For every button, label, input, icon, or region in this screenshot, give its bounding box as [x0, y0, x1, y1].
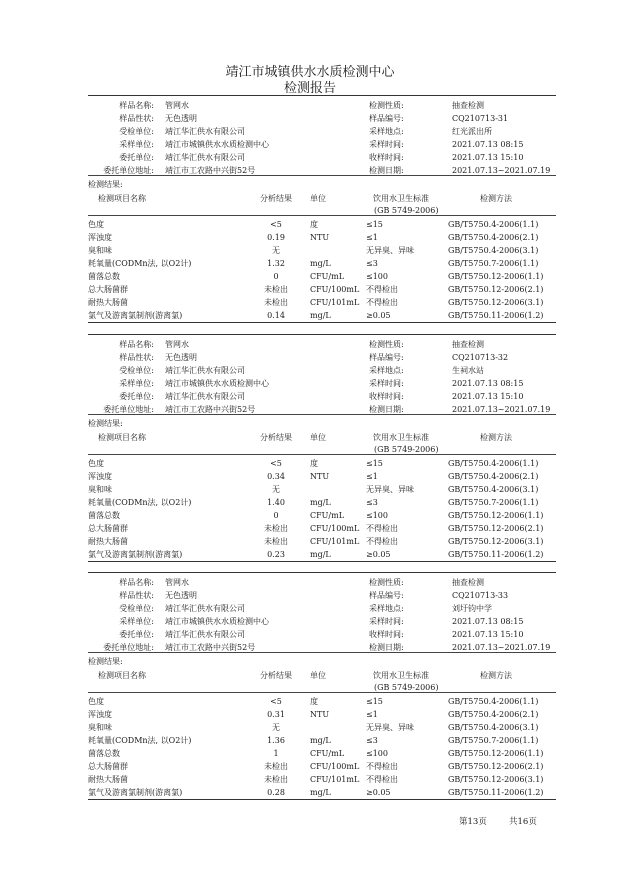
info-label: 样品名称:: [119, 578, 154, 587]
info-label: 委托单位:: [119, 630, 154, 639]
table-cell-result: 无: [272, 485, 280, 494]
table-cell-item: 氯气及游离氯制剂(游离氯): [88, 311, 183, 320]
info-label: 委托单位:: [119, 153, 154, 162]
info-label: 检测性质:: [369, 101, 404, 110]
column-header-unit: 单位: [310, 671, 326, 680]
table-cell-standard: ≤3: [366, 259, 378, 268]
table-cell-result: 0.14: [267, 311, 285, 320]
table-cell-method: GB/T5750.12-2006(3.1): [448, 775, 544, 784]
divider-line: [88, 454, 556, 455]
info-label: 检测日期:: [369, 166, 404, 175]
table-cell-item: 臭和味: [88, 246, 112, 255]
info-label: 委托单位:: [119, 392, 154, 401]
table-cell-method: GB/T5750.12-2006(3.1): [448, 298, 544, 307]
table-cell-unit: mg/L: [310, 311, 331, 320]
column-header-method: 检测方法: [480, 671, 512, 680]
table-cell-item: 耗氧量(CODMn法, 以O2计): [88, 498, 192, 507]
info-label: 收样时间:: [369, 153, 404, 162]
table-cell-item: 色度: [88, 459, 104, 468]
info-label: 检测日期:: [369, 405, 404, 414]
column-header-method: 检测方法: [480, 194, 512, 203]
divider-line: [88, 572, 556, 573]
info-label: 样品编号:: [369, 114, 404, 123]
info-value: 2021.07.13 08:15: [452, 379, 524, 388]
table-cell-unit: CFU/100mL: [310, 285, 360, 294]
table-cell-item: 菌落总数: [88, 511, 120, 520]
info-label: 样品名称:: [119, 340, 154, 349]
table-cell-unit: 度: [310, 459, 318, 468]
table-cell-method: GB/T5750.4-2006(1.1): [448, 220, 539, 229]
table-cell-result: 无: [272, 246, 280, 255]
table-cell-item: 臭和味: [88, 485, 112, 494]
sample-report-section: [88, 572, 556, 802]
table-cell-method: GB/T5750.11-2006(1.2): [448, 550, 544, 559]
table-cell-standard: ≤15: [366, 697, 383, 706]
info-label: 检测性质:: [369, 578, 404, 587]
table-cell-method: GB/T5750.4-2006(3.1): [448, 723, 539, 732]
info-label: 采样时间:: [369, 140, 404, 149]
table-cell-method: GB/T5750.4-2006(3.1): [448, 485, 539, 494]
table-cell-standard: ≤1: [366, 233, 378, 242]
divider-line: [88, 652, 556, 653]
table-cell-unit: CFU/100mL: [310, 762, 360, 771]
table-cell-result: 1.40: [267, 498, 285, 507]
table-cell-standard: ≤3: [366, 498, 378, 507]
info-label: 采样地点:: [369, 604, 404, 613]
info-value: 靖江华汇供水有限公司: [165, 630, 245, 639]
column-header-standard-code: (GB 5749-2006): [374, 206, 439, 215]
table-cell-result: 1.36: [267, 736, 285, 745]
table-cell-standard: 不得检出: [366, 524, 398, 533]
table-cell-item: 耗氧量(CODMn法, 以O2计): [88, 736, 192, 745]
table-cell-unit: 度: [310, 220, 318, 229]
info-value: CQ210713-33: [452, 591, 509, 600]
info-label: 样品编号:: [369, 353, 404, 362]
info-value: 生祠水站: [452, 366, 484, 375]
info-value: 靖江市工农路中兴街52号: [165, 166, 256, 175]
sample-report-section: [88, 95, 556, 325]
info-value: 管网水: [165, 578, 189, 587]
table-cell-standard: 不得检出: [366, 537, 398, 546]
page-total: 共16页: [509, 817, 537, 827]
table-cell-unit: CFU/101mL: [310, 298, 360, 307]
results-heading: 检测结果:: [88, 180, 123, 189]
info-value: 2021.07.13~2021.07.19: [452, 405, 551, 414]
info-label: 采样时间:: [369, 379, 404, 388]
table-cell-unit: mg/L: [310, 736, 331, 745]
sample-report-section: [88, 334, 556, 564]
divider-line: [88, 561, 556, 562]
table-cell-standard: ≤1: [366, 472, 378, 481]
table-cell-result: 1.32: [267, 259, 285, 268]
info-label: 样品性状:: [119, 591, 154, 600]
info-label: 采样单位:: [119, 617, 154, 626]
info-label: 采样地点:: [369, 127, 404, 136]
info-value: 抽查检测: [452, 101, 484, 110]
info-value: 无色透明: [165, 591, 197, 600]
table-cell-result: 1: [273, 749, 279, 758]
table-cell-standard: ≥0.05: [366, 311, 391, 320]
divider-line: [88, 414, 556, 415]
info-value: 靖江市工农路中兴街52号: [165, 643, 256, 652]
column-header-standard-code: (GB 5749-2006): [374, 683, 439, 692]
table-cell-item: 色度: [88, 697, 104, 706]
table-cell-result: 0.34: [267, 472, 285, 481]
info-value: 抽查检测: [452, 578, 484, 587]
info-value: 靖江市工农路中兴街52号: [165, 405, 256, 414]
table-cell-unit: 度: [310, 697, 318, 706]
info-value: 靖江市城镇供水水质检测中心: [165, 379, 269, 388]
info-value: CQ210713-31: [452, 114, 509, 123]
divider-line: [88, 799, 556, 800]
column-header-standard: 饮用水卫生标准: [373, 194, 429, 203]
table-cell-standard: 无异臭、异味: [366, 485, 414, 494]
table-cell-item: 耗氧量(CODMn法, 以O2计): [88, 259, 192, 268]
table-cell-method: GB/T5750.12-2006(2.1): [448, 285, 544, 294]
table-cell-result: 未检出: [264, 762, 288, 771]
table-cell-item: 总大肠菌群: [88, 762, 128, 771]
info-value: 靖江华汇供水有限公司: [165, 604, 245, 613]
table-cell-standard: 无异臭、异味: [366, 246, 414, 255]
table-cell-method: GB/T5750.12-2006(3.1): [448, 537, 544, 546]
table-cell-method: GB/T5750.12-2006(2.1): [448, 524, 544, 533]
column-header-standard: 饮用水卫生标准: [373, 433, 429, 442]
info-value: 无色透明: [165, 114, 197, 123]
table-cell-standard: ≤3: [366, 736, 378, 745]
table-cell-result: 无: [272, 723, 280, 732]
column-header-standard-code: (GB 5749-2006): [374, 445, 439, 454]
column-header-result: 分析结果: [260, 671, 292, 680]
table-cell-result: 未检出: [264, 285, 288, 294]
table-cell-item: 浑浊度: [88, 472, 112, 481]
table-cell-standard: 不得检出: [366, 285, 398, 294]
table-cell-method: GB/T5750.12-2006(2.1): [448, 762, 544, 771]
table-cell-item: 臭和味: [88, 723, 112, 732]
info-label: 样品编号:: [369, 591, 404, 600]
info-value: 2021.07.13 15:10: [452, 153, 524, 162]
info-label: 受检单位:: [119, 366, 154, 375]
table-cell-method: GB/T5750.4-2006(2.1): [448, 710, 539, 719]
page-number: 第13页: [459, 817, 487, 827]
table-cell-item: 总大肠菌群: [88, 285, 128, 294]
table-cell-result: 0: [273, 272, 279, 281]
table-cell-method: GB/T5750.12-2006(1.1): [448, 511, 544, 520]
info-label: 采样单位:: [119, 379, 154, 388]
table-cell-standard: ≤15: [366, 459, 383, 468]
table-cell-item: 总大肠菌群: [88, 524, 128, 533]
info-value: 2021.07.13~2021.07.19: [452, 166, 551, 175]
table-cell-result: 0.28: [267, 788, 285, 797]
column-header-unit: 单位: [310, 194, 326, 203]
info-label: 采样单位:: [119, 140, 154, 149]
table-cell-unit: NTU: [310, 710, 330, 719]
info-label: 样品性状:: [119, 114, 154, 123]
table-cell-method: GB/T5750.12-2006(1.1): [448, 749, 544, 758]
table-cell-unit: mg/L: [310, 788, 331, 797]
table-cell-result: <5: [270, 220, 282, 229]
info-value: 靖江华汇供水有限公司: [165, 153, 245, 162]
info-label: 受检单位:: [119, 604, 154, 613]
table-cell-result: 未检出: [264, 298, 288, 307]
results-heading: 检测结果:: [88, 419, 123, 428]
info-value: 刘圩钧中学: [452, 604, 492, 613]
info-value: 2021.07.13~2021.07.19: [452, 643, 551, 652]
report-doc-title: 检测报告: [283, 81, 336, 96]
info-value: 管网水: [165, 340, 189, 349]
info-label: 委托单位地址:: [103, 405, 154, 414]
info-value: 2021.07.13 15:10: [452, 392, 524, 401]
table-cell-standard: ≥0.05: [366, 550, 391, 559]
divider-line: [88, 692, 556, 693]
table-cell-method: GB/T5750.7-2006(1.1): [448, 259, 539, 268]
table-cell-method: GB/T5750.11-2006(1.2): [448, 311, 544, 320]
table-cell-unit: NTU: [310, 472, 330, 481]
column-header-unit: 单位: [310, 433, 326, 442]
table-cell-result: 未检出: [264, 775, 288, 784]
table-cell-item: 浑浊度: [88, 233, 112, 242]
column-header-item: 检测项目名称: [98, 433, 146, 442]
table-cell-unit: NTU: [310, 233, 330, 242]
info-value: 抽查检测: [452, 340, 484, 349]
divider-line: [88, 175, 556, 176]
table-cell-item: 菌落总数: [88, 272, 120, 281]
info-value: 靖江华汇供水有限公司: [165, 366, 245, 375]
table-cell-item: 菌落总数: [88, 749, 120, 758]
table-cell-standard: 无异臭、异味: [366, 723, 414, 732]
table-cell-standard: ≤1: [366, 710, 378, 719]
divider-line: [88, 215, 556, 216]
info-label: 样品名称:: [119, 101, 154, 110]
divider-line: [88, 322, 556, 323]
info-label: 委托单位地址:: [103, 643, 154, 652]
table-cell-standard: 不得检出: [366, 298, 398, 307]
table-cell-result: 0.19: [267, 233, 285, 242]
table-cell-standard: ≤100: [366, 511, 388, 520]
results-heading: 检测结果:: [88, 657, 123, 666]
table-cell-unit: CFU/mL: [310, 749, 345, 758]
table-cell-result: 0.31: [267, 710, 285, 719]
info-value: 无色透明: [165, 353, 197, 362]
table-cell-item: 耐热大肠菌: [88, 298, 128, 307]
info-value: 靖江市城镇供水水质检测中心: [165, 617, 269, 626]
table-cell-unit: CFU/mL: [310, 511, 345, 520]
table-cell-unit: mg/L: [310, 259, 331, 268]
table-cell-result: 未检出: [264, 537, 288, 546]
table-cell-unit: CFU/mL: [310, 272, 345, 281]
table-cell-item: 氯气及游离氯制剂(游离氯): [88, 788, 183, 797]
table-cell-item: 耐热大肠菌: [88, 775, 128, 784]
info-label: 受检单位:: [119, 127, 154, 136]
info-label: 样品性状:: [119, 353, 154, 362]
info-value: 2021.07.13 08:15: [452, 617, 524, 626]
table-cell-standard: ≤100: [366, 749, 388, 758]
info-value: 2021.07.13 08:15: [452, 140, 524, 149]
info-value: 管网水: [165, 101, 189, 110]
table-cell-result: <5: [270, 459, 282, 468]
table-cell-standard: ≤100: [366, 272, 388, 281]
column-header-item: 检测项目名称: [98, 671, 146, 680]
table-cell-standard: ≤15: [366, 220, 383, 229]
table-cell-item: 耐热大肠菌: [88, 537, 128, 546]
table-cell-method: GB/T5750.4-2006(3.1): [448, 246, 539, 255]
info-value: 靖江华汇供水有限公司: [165, 392, 245, 401]
table-cell-unit: CFU/101mL: [310, 537, 360, 546]
column-header-result: 分析结果: [260, 433, 292, 442]
info-label: 检测性质:: [369, 340, 404, 349]
info-value: 2021.07.13 15:10: [452, 630, 524, 639]
table-cell-result: 0: [273, 511, 279, 520]
table-cell-unit: mg/L: [310, 550, 331, 559]
column-header-method: 检测方法: [480, 433, 512, 442]
column-header-item: 检测项目名称: [98, 194, 146, 203]
table-cell-standard: 不得检出: [366, 762, 398, 771]
table-cell-item: 浑浊度: [88, 710, 112, 719]
table-cell-method: GB/T5750.12-2006(1.1): [448, 272, 544, 281]
divider-line: [88, 334, 556, 335]
info-value: CQ210713-32: [452, 353, 509, 362]
info-label: 收样时间:: [369, 630, 404, 639]
info-label: 采样地点:: [369, 366, 404, 375]
info-label: 检测日期:: [369, 643, 404, 652]
column-header-standard: 饮用水卫生标准: [373, 671, 429, 680]
table-cell-result: 未检出: [264, 524, 288, 533]
table-cell-item: 氯气及游离氯制剂(游离氯): [88, 550, 183, 559]
table-cell-standard: ≥0.05: [366, 788, 391, 797]
info-value: 靖江市城镇供水水质检测中心: [165, 140, 269, 149]
table-cell-standard: 不得检出: [366, 775, 398, 784]
info-value: 红光派出所: [452, 127, 492, 136]
column-header-result: 分析结果: [260, 194, 292, 203]
table-cell-method: GB/T5750.4-2006(2.1): [448, 233, 539, 242]
table-cell-method: GB/T5750.4-2006(1.1): [448, 459, 539, 468]
report-org-title: 靖江市城镇供水水质检测中心: [225, 65, 395, 80]
table-cell-method: GB/T5750.4-2006(1.1): [448, 697, 539, 706]
table-cell-unit: CFU/101mL: [310, 775, 360, 784]
info-label: 收样时间:: [369, 392, 404, 401]
info-label: 委托单位地址:: [103, 166, 154, 175]
table-cell-method: GB/T5750.7-2006(1.1): [448, 736, 539, 745]
divider-line: [88, 95, 556, 96]
table-cell-item: 色度: [88, 220, 104, 229]
table-cell-method: GB/T5750.4-2006(2.1): [448, 472, 539, 481]
table-cell-method: GB/T5750.11-2006(1.2): [448, 788, 544, 797]
table-cell-unit: mg/L: [310, 498, 331, 507]
info-label: 采样时间:: [369, 617, 404, 626]
table-cell-result: <5: [270, 697, 282, 706]
table-cell-result: 0.23: [267, 550, 285, 559]
info-value: 靖江华汇供水有限公司: [165, 127, 245, 136]
table-cell-method: GB/T5750.7-2006(1.1): [448, 498, 539, 507]
table-cell-unit: CFU/100mL: [310, 524, 360, 533]
